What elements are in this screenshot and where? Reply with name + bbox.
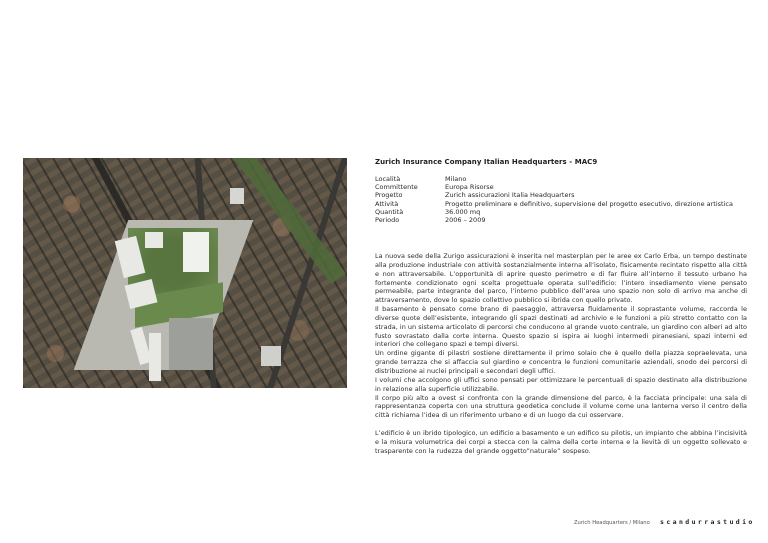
info-value: Europa Risorse: [445, 183, 494, 192]
description-paragraph: Un ordine gigante di pilastri sostiene direttamente il primo solaio che è quello della piazza sopraelevata, una grande terrazza che si affaccia sul giardino e concentra le funzioni comunitarie aziendali, snodo dei percorsi di distribuzione ai nuclei principali e secondari degli uffici.: [375, 349, 747, 375]
building: [145, 232, 163, 248]
info-label: Committente: [375, 183, 418, 192]
project-title: Zurich Insurance Company Italian Headquarters - MAC9: [375, 158, 598, 166]
footer-caption: Zurich Headquarters / Milano: [574, 520, 650, 526]
info-label: Progetto: [375, 191, 403, 200]
info-label: Periodo: [375, 216, 400, 225]
building: [149, 333, 161, 381]
description-paragraph: L’edificio è un ibrido tipologico, un edificio a basamento e un edifico su pilotis, un impianto che abbina l’incisività e la misura volumetrica dei corpi a stecca con la calma della corte interna e la lievità di un oggetto sollevato e trasparente con la rudezza del grande oggetto”naturale” sospeso.: [375, 428, 747, 455]
studio-logo: scandurrastudio: [660, 518, 755, 526]
info-label: Quantità: [375, 207, 404, 216]
description-paragraph: Il corpo più alto a ovest si confronta con la grande dimensione del parco, è la facciata principale: una sala di rappresentanza coperta con una struttura geodetica conclude il volume come una lanterna verso il centro della città richiama l’idea di un riferimento urbano e di un luogo da cui osservare.: [375, 393, 747, 420]
building: [261, 346, 281, 366]
info-row-activity: [375, 200, 735, 208]
headquarters-building: [183, 232, 209, 272]
info-value: 2006 – 2009: [445, 216, 486, 225]
info-label: Località: [375, 175, 401, 183]
project-info-table: [375, 175, 735, 224]
info-row-quantity: [375, 208, 735, 216]
info-label: Attività: [375, 199, 399, 208]
project-description: [375, 252, 747, 455]
info-row-project: [375, 191, 735, 199]
info-row-client: [375, 183, 735, 191]
info-value: Zurich assicurazioni Italia Headquarters: [445, 191, 575, 200]
description-paragraph: I volumi che accolgono gli uffici sono pensati per ottimizzare le percentuali di spazio destinato alla distribuzione in relazione alla superficie utilizzabile.: [375, 375, 747, 393]
aerial-site-photo: [23, 158, 347, 388]
info-value: Milano: [445, 175, 467, 183]
info-value: Progetto preliminare e definitivo, supervisione del progetto esecutivo, direzione artistica: [445, 199, 733, 208]
info-row-location: [375, 175, 735, 183]
info-row-period: [375, 216, 735, 224]
description-paragraph: Il basamento è pensato come brano di paesaggio, attraversa fluidamente il soprastante volume, raccorda le diverse quote dell’esistente, integrando gli spazi destinati ad archivio e le funzioni a più stretto contatto con la strada, in un sistema articolato di percorsi che conducono al grande vuoto centrale, un giardino con alberi ad alto fusto sovrastato dalla corte interna. Questo spazio si ispira ai luoghi intermedi piranesiani, spazi interni ed interiori che collegano spazi e tempi diversi.: [375, 305, 747, 349]
info-value: 36.000 mq: [445, 207, 481, 216]
building: [230, 188, 244, 204]
existing-building: [169, 318, 213, 370]
description-paragraph: La nuova sede della Zurigo assicurazioni è inserita nel masterplan per le aree ex Carlo Erba, un tempo destinate alla produzione industriale con attività sostanzialmente interna all’isolato, fisicamente recintato rispetto alla città e non attraversabile. L’opportunità di aprire questo perimetro e di far fluire all’interno il tessuto urbano ha fortemente condizionato ogni scelta progettuale operata sull’edificio: l’intero insediamento viene pensato permeabile, parte integrante del parco, l’interno pubblico dell’area uno spazio non solo di arrivo ma anche di attraversamento, dove lo spazio collettivo pubblico si ibrida con quello privato.: [375, 252, 747, 305]
